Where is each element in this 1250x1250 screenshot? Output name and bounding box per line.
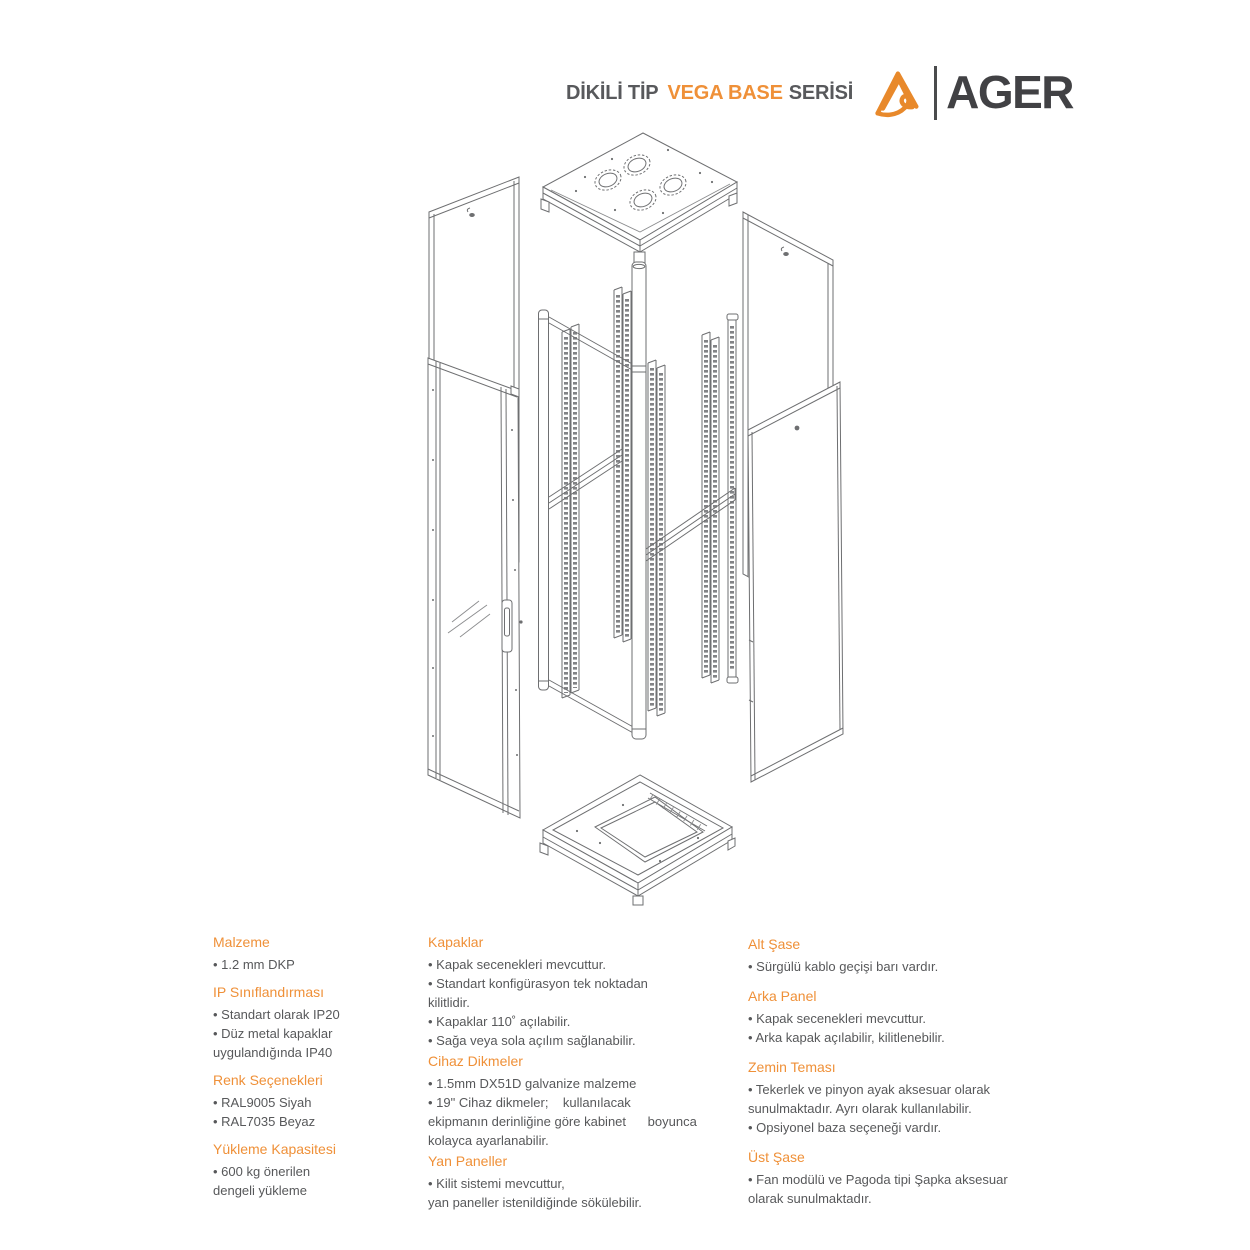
spec-section bbox=[213, 1071, 423, 1131]
spec-line: yan paneller istenildiğinde sökülebilir. bbox=[428, 1195, 642, 1210]
spec-line: • Düz metal kapaklar bbox=[213, 1026, 333, 1041]
spec-line: • Kapaklar 110˚ açılabilir. bbox=[428, 1014, 571, 1029]
spec-heading: Renk Seçenekleri bbox=[213, 1072, 323, 1088]
spec-line: kilitlidir. bbox=[428, 995, 470, 1010]
spec-line: • 1.5mm DX51D galvanize malzeme bbox=[428, 1076, 637, 1091]
spec-section bbox=[748, 1058, 1038, 1137]
logo-divider bbox=[934, 66, 937, 120]
rack-rail bbox=[562, 329, 570, 698]
spec-section bbox=[748, 987, 1038, 1047]
corner-post bbox=[632, 262, 646, 739]
rack-frame bbox=[539, 262, 647, 739]
spec-line: • Tekerlek ve pinyon ayak aksesuar olarak bbox=[748, 1082, 991, 1097]
right-side-panel bbox=[748, 382, 843, 782]
top-panel bbox=[541, 133, 737, 263]
spec-heading: Zemin Teması bbox=[748, 1059, 836, 1075]
spec-column-chassis bbox=[748, 935, 1038, 1219]
spec-line: • 600 kg önerilen bbox=[213, 1164, 311, 1179]
brand-name: AGER bbox=[946, 66, 1074, 118]
bottom-base bbox=[540, 775, 735, 905]
spec-section bbox=[428, 1152, 738, 1212]
ager-triangle-icon bbox=[867, 64, 925, 122]
spec-heading: Alt Şase bbox=[748, 936, 801, 952]
spec-line: sunulmaktadır. Ayrı olarak kullanılabilir. bbox=[748, 1101, 972, 1116]
spec-section bbox=[213, 983, 423, 1062]
spec-column-doors bbox=[428, 933, 738, 1214]
spec-section bbox=[213, 933, 423, 974]
spec-heading: IP Sınıflandırması bbox=[213, 984, 325, 1000]
page-title bbox=[566, 82, 853, 105]
spec-line: • Standart konfigürasyon tek noktadan bbox=[428, 976, 648, 991]
spec-line: kolayca ayarlanabilir. bbox=[428, 1133, 549, 1148]
rack-rail bbox=[648, 360, 656, 711]
spec-heading: Malzeme bbox=[213, 934, 270, 950]
rack-rails bbox=[562, 287, 738, 716]
spec-line: • Kapak secenekleri mevcuttur. bbox=[428, 957, 606, 972]
spec-heading: Yükleme Kapasitesi bbox=[213, 1141, 336, 1157]
rack-rail bbox=[623, 291, 631, 642]
rack-rail bbox=[702, 332, 710, 678]
spec-line: • Standart olarak IP20 bbox=[213, 1007, 340, 1022]
spec-line: • Sağa veya sola açılım sağlanabilir. bbox=[428, 1033, 636, 1048]
spec-line: dengeli yükleme bbox=[213, 1183, 307, 1198]
spec-heading: Üst Şase bbox=[748, 1149, 805, 1165]
spec-line: • 19" Cihaz dikmeler; kullanılacak bbox=[428, 1095, 631, 1110]
rack-rail bbox=[614, 287, 622, 638]
rack-rail bbox=[571, 324, 579, 693]
spec-section bbox=[213, 1140, 423, 1200]
spec-line: ekipmanın derinliğine göre kabinet boyunca bbox=[428, 1114, 697, 1129]
spec-line: • RAL9005 Siyah bbox=[213, 1095, 312, 1110]
spec-line: • 1.2 mm DKP bbox=[213, 957, 295, 972]
spec-line: • Arka kapak açılabilir, kilitlenebilir. bbox=[748, 1030, 945, 1045]
spec-heading: Cihaz Dikmeler bbox=[428, 1053, 523, 1069]
spec-heading: Kapaklar bbox=[428, 934, 484, 950]
title-prefix: DİKİLİ TİP bbox=[566, 81, 659, 104]
spec-column-material bbox=[213, 933, 423, 1209]
title-suffix: SERİSİ bbox=[788, 81, 854, 104]
lock-hole bbox=[795, 426, 800, 431]
spec-line: • Fan modülü ve Pagoda tipi Şapka aksesuar bbox=[748, 1172, 1008, 1187]
spec-line: • Opsiyonel baza seçeneği vardır. bbox=[748, 1120, 942, 1135]
spec-line: • Sürgülü kablo geçişi barı vardır. bbox=[748, 959, 939, 974]
page-header bbox=[566, 62, 1073, 124]
exploded-diagram bbox=[400, 128, 860, 918]
spec-section bbox=[748, 1148, 1038, 1208]
spec-line: olarak sunulmaktadır. bbox=[748, 1191, 872, 1206]
spec-section bbox=[748, 935, 1038, 976]
spec-line: • RAL7035 Beyaz bbox=[213, 1114, 316, 1129]
spec-line: • Kilit sistemi mevcuttur, bbox=[428, 1176, 565, 1191]
spec-line: • Kapak secenekleri mevcuttur. bbox=[748, 1011, 926, 1026]
spec-line: uygulandığında IP40 bbox=[213, 1045, 333, 1060]
spec-section bbox=[428, 1052, 738, 1150]
title-series-name: VEGA BASE bbox=[667, 81, 783, 104]
spec-heading: Yan Paneller bbox=[428, 1153, 508, 1169]
brand-logo bbox=[867, 64, 1073, 122]
spec-heading: Arka Panel bbox=[748, 988, 817, 1004]
front-glass-door bbox=[428, 358, 523, 818]
spec-section bbox=[428, 933, 738, 1050]
